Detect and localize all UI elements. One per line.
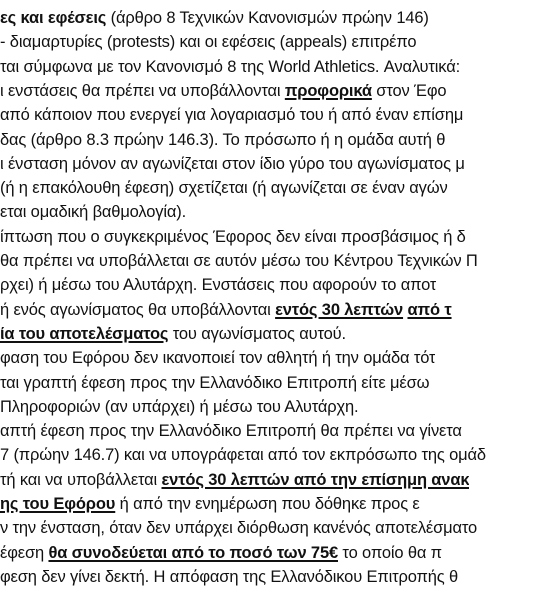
text-segment: Πληροφοριών (αν υπάρχει) ή μέσω του Αλυτάρχη. xyxy=(0,397,359,416)
text-segment: τή και να υποβάλλεται xyxy=(0,470,162,489)
text-line xyxy=(0,178,448,199)
text-segment: (ή η επακόλουθη έφεση) σχετίζεται (ή αγωνίζεται σε έναν αγών xyxy=(0,179,448,198)
emphasized-text: ης του Εφόρου xyxy=(0,495,116,513)
text-line xyxy=(0,397,358,418)
text-line xyxy=(0,324,346,345)
text-line xyxy=(0,130,445,151)
text-segment: 7 (πρώην 146.7) και να υπογράφεται από τον εκπρόσωπο της ομάδ xyxy=(0,446,486,465)
text-line xyxy=(0,300,452,321)
text-segment: ι ενστάσεις θα πρέπει να υποβάλλονται xyxy=(0,81,285,100)
text-line xyxy=(0,445,486,466)
text-segment: φαση του Εφόρου δεν ικανοποιεί τον αθλητή ή την ομάδα τότ xyxy=(0,349,436,368)
emphasized-text: θα συνοδεύεται από το ποσό των 75€ xyxy=(48,543,338,562)
text-segment: δας (άρθρο 8.3 πρώην 146.3). Το πρόσωπο ή η ομάδα αυτή θ xyxy=(0,130,446,149)
text-segment: ρχει) ή μέσω του Αλυτάρχη. Ενστάσεις που αφορούν το αποτ xyxy=(0,276,437,295)
text-line xyxy=(0,105,463,126)
text-line xyxy=(0,518,477,539)
text-line xyxy=(0,348,435,369)
text-segment: ή από την ενημέρωση που δόθηκε προς ε xyxy=(115,495,420,513)
text-segment: ίπτωση που ο συγκεκριμένος Έφορος δεν είναι προσβάσιμος ή δ xyxy=(0,227,466,246)
text-line xyxy=(0,81,446,102)
emphasized-text: από τ xyxy=(407,300,452,319)
text-segment: εται ομαδική βαθμολογία). xyxy=(0,203,187,222)
text-segment: φεση δεν γίνει δεκτή. Η απόφαση της Ελλανόδικου Επιτροπής θ xyxy=(0,567,459,586)
text-line xyxy=(0,251,478,272)
text-line xyxy=(0,154,465,175)
text-line xyxy=(0,421,462,442)
text-line xyxy=(0,57,460,78)
text-line xyxy=(0,8,429,29)
text-segment: του αγωνίσματος αυτού. xyxy=(168,324,346,343)
text-segment: θα πρέπει να υποβάλλεται σε αυτόν μέσω του Κέντρου Τεχνικών Π xyxy=(0,252,478,270)
text-segment: ται σύμφωνα με τον Κανονισμό 8 της World Athletics. Αναλυτικά: xyxy=(0,57,461,76)
text-segment: ν την ένσταση, όταν δεν υπάρχει διόρθωση κανένός αποτελέσματο xyxy=(0,519,478,538)
emphasized-text: ία του αποτελέσματος xyxy=(0,324,169,343)
emphasized-text: εντός 30 λεπτών xyxy=(275,300,404,319)
text-line xyxy=(0,275,436,296)
text-line xyxy=(0,543,442,564)
emphasized-text: προφορικά xyxy=(284,81,372,100)
text-segment: ται γραπτή έφεση προς την Ελλανόδικο Επιτροπή είτε μέσω xyxy=(0,373,430,392)
emphasized-text: εντός 30 λεπτών από την επίσημη ανακ xyxy=(161,470,470,489)
text-segment: - διαμαρτυρίες (protests) και οι εφέσεις (appeals) επιτρέπο xyxy=(0,33,417,52)
text-segment: έφεση xyxy=(0,543,49,562)
text-segment: από κάποιον που ενεργεί για λογαριασμό του ή από έναν επίσημ xyxy=(0,106,464,125)
text-segment: ι ένσταση μόνον αν αγωνίζεται στον ίδιο γύρο του αγωνίσματος μ xyxy=(0,154,465,173)
text-line xyxy=(0,567,458,588)
text-segment: στον Έφο xyxy=(371,81,447,100)
text-line xyxy=(0,470,469,491)
text-line xyxy=(0,32,416,53)
text-segment: απτή έφεση προς την Ελλανόδικο Επιτροπή θα πρέπει να γίνετα xyxy=(0,422,462,441)
text-line xyxy=(0,202,186,223)
heading-text: ες και εφέσεις xyxy=(0,9,107,27)
text-segment: ή ενός αγωνίσματος θα υποβάλλονται xyxy=(0,300,276,319)
text-line xyxy=(0,373,429,394)
text-line xyxy=(0,227,466,248)
text-line xyxy=(0,494,420,515)
text-segment: το οποίο θα π xyxy=(338,543,442,562)
text-segment: (άρθρο 8 Τεχνικών Κανονισμών πρώην 146) xyxy=(106,9,429,27)
